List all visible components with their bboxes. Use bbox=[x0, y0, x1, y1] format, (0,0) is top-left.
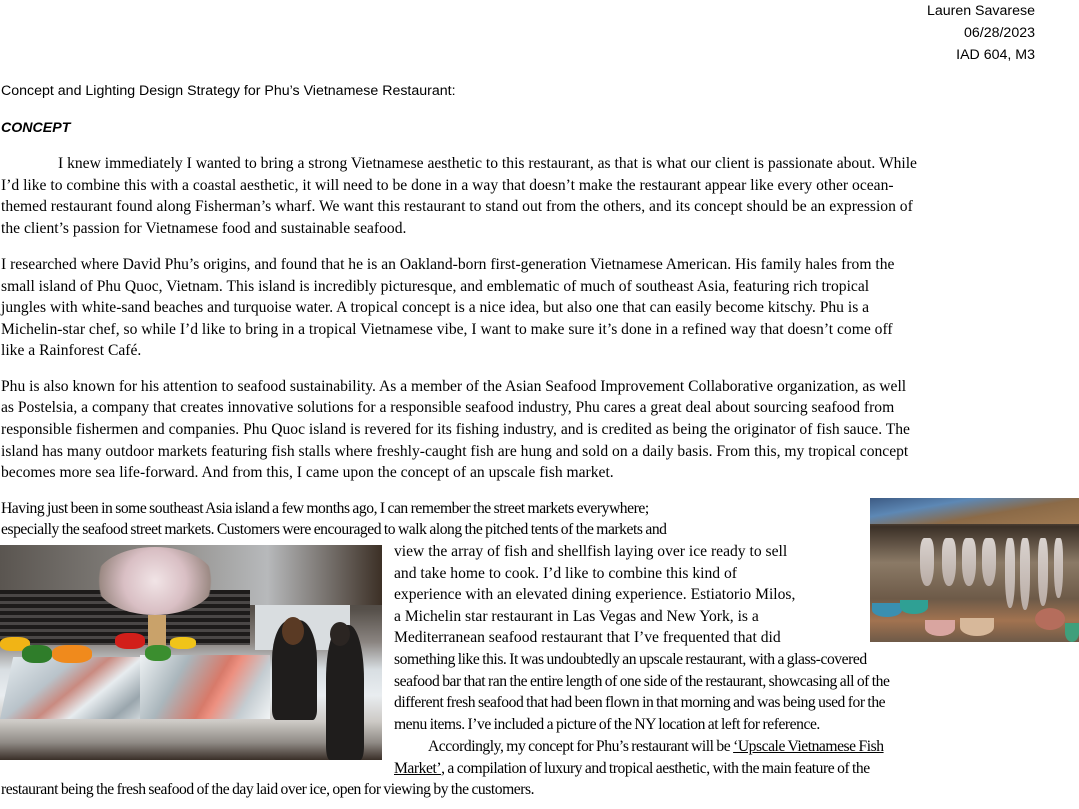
photo-greens bbox=[145, 645, 171, 661]
paragraph-line: Mediterranean seafood restaurant that I’ve frequented that did bbox=[394, 629, 781, 646]
paragraph-line: a Michelin star restaurant in Las Vegas and New York, is a bbox=[394, 608, 759, 625]
paragraph-line: I knew immediately I wanted to bring a strong Vietnamese aesthetic to this restaurant, as that is what our client is passionate about. While bbox=[58, 155, 917, 172]
photo-bowl bbox=[900, 600, 928, 614]
paragraph-text: Accordingly, my concept for Phu’s restaurant will be bbox=[428, 738, 734, 755]
document-date: 06/28/2023 bbox=[963, 25, 1035, 41]
paragraph-line bbox=[394, 758, 870, 780]
photo-hanging-fish bbox=[1054, 538, 1063, 598]
paragraph-line: the client’s passion for Vietnamese food and sustainable seafood. bbox=[1, 220, 407, 237]
paragraph-text: , a compilation of luxury and tropical aesthetic, with the main feature of the bbox=[441, 760, 870, 777]
photo-bowl bbox=[872, 603, 902, 617]
photo-roof bbox=[870, 498, 1079, 524]
photo-hanging-fish bbox=[920, 538, 934, 586]
paragraph-line: responsible fishermen and companies. Phu Quoc island is revered for its fishing industry, and is credited as being the originator of fish sauce. The bbox=[1, 421, 910, 438]
photo-hanging-fish bbox=[962, 538, 976, 586]
author-name: Lauren Savarese bbox=[926, 3, 1035, 19]
document-header bbox=[927, 0, 1035, 66]
photo-bowl bbox=[1035, 608, 1065, 630]
concept-name: ‘Upscale Vietnamese Fish bbox=[733, 738, 884, 755]
photo-bowl bbox=[960, 618, 994, 636]
paragraph-line: Michelin-star chef, so while I’d like to bring in a tropical Vietnamese vibe, I want to make sure it’s done in a refined way that doesn’t come off bbox=[1, 321, 893, 338]
paragraph-line: menu items. I’ve included a picture of the NY location at left for reference. bbox=[394, 716, 820, 733]
photo-hanging-fish bbox=[1005, 538, 1015, 608]
photo-peppers bbox=[115, 633, 145, 649]
document-title: Concept and Lighting Design Strategy for Phu’s Vietnamese Restaurant: bbox=[1, 83, 456, 99]
paragraph-line: themed restaurant found along Fisherman’s wharf. We want this restaurant to stand out from the others, and its concept should be an expression of bbox=[1, 198, 913, 215]
paragraph-line: I’d like to combine this with a coastal aesthetic, it will need to be done in a way that doesn’t make the restaurant appear like every other ocean- bbox=[1, 177, 894, 194]
paragraph-line: view the array of fish and shellfish laying over ice ready to sell bbox=[394, 543, 788, 560]
photo-ice-display bbox=[140, 655, 270, 719]
paragraph-line: I researched where David Phu’s origins, and found that he is an Oakland-born first-generation Vietnamese American. His family hales from the bbox=[1, 256, 895, 273]
paragraph-line: seafood bar that ran the entire length of one side of the restaurant, showcasing all of the bbox=[394, 673, 890, 690]
photo-person-head bbox=[330, 622, 350, 646]
concept-name: Market’ bbox=[394, 760, 442, 777]
course-code: IAD 604, M3 bbox=[956, 47, 1035, 63]
photo-flowers bbox=[95, 547, 215, 615]
photo-person bbox=[326, 625, 364, 760]
photo-bowl bbox=[925, 620, 955, 636]
paragraph-line: small island of Phu Quoc, Vietnam. This island is incredibly picturesque, and emblematic of much of southeast Asia, featuring rich tropical bbox=[1, 278, 870, 295]
photo-person-head bbox=[282, 617, 304, 645]
photo-hanging-fish bbox=[942, 538, 956, 586]
paragraph-line: becomes more sea life-forward. And from this, I came upon the concept of an upscale fish market. bbox=[1, 464, 614, 481]
paragraph-line: especially the seafood street markets. Customers were encouraged to walk along the pitched tents of the markets and bbox=[1, 521, 667, 538]
paragraph-line: as Postelsia, a company that creates innovative solutions for a responsible seafood industry, Phu cares a great deal about sourcing seafood from bbox=[1, 399, 895, 416]
paragraph-line: experience with an elevated dining experience. Estiatorio Milos, bbox=[394, 586, 796, 603]
seafood-bar-photo bbox=[0, 545, 382, 760]
paragraph-line: restaurant being the fresh seafood of the day laid over ice, open for viewing by the customers. bbox=[1, 781, 535, 798]
paragraph-line: Having just been in some southeast Asia island a few months ago, I can remember the street markets everywhere; bbox=[1, 500, 649, 517]
market-stall-photo bbox=[870, 498, 1079, 642]
photo-hanging-fish bbox=[1038, 538, 1048, 606]
photo-hanging-fish bbox=[982, 538, 996, 586]
paragraph-line bbox=[428, 736, 884, 758]
paragraph-line: Phu is also known for his attention to seafood sustainability. As a member of the Asian Seafood Improvement Collaborative organization, as well bbox=[1, 378, 907, 395]
paragraph-line: jungles with white-sand beaches and turquoise water. A tropical concept is a nice idea, but also one that can easily become kitschy. Phu is a bbox=[1, 299, 870, 316]
photo-lemons bbox=[170, 637, 196, 649]
section-heading: CONCEPT bbox=[1, 120, 71, 136]
photo-hanging-fish bbox=[1020, 538, 1030, 610]
photo-greens bbox=[22, 645, 52, 663]
paragraph-line: island has many outdoor markets featuring fish stalls where freshly-caught fish are hung and sold on a daily basis. From this, my tropical concept bbox=[1, 443, 909, 460]
paragraph-line: something like this. It was undoubtedly an upscale restaurant, with a glass-covered bbox=[394, 651, 867, 668]
photo-oranges bbox=[52, 645, 92, 663]
paragraph-line: like a Rainforest Café. bbox=[1, 342, 142, 359]
photo-bowl bbox=[1065, 623, 1079, 642]
paragraph-line: and take home to cook. I’d like to combine this kind of bbox=[394, 565, 737, 582]
paragraph-line: different fresh seafood that had been flown in that morning and was being used for the bbox=[394, 694, 886, 711]
